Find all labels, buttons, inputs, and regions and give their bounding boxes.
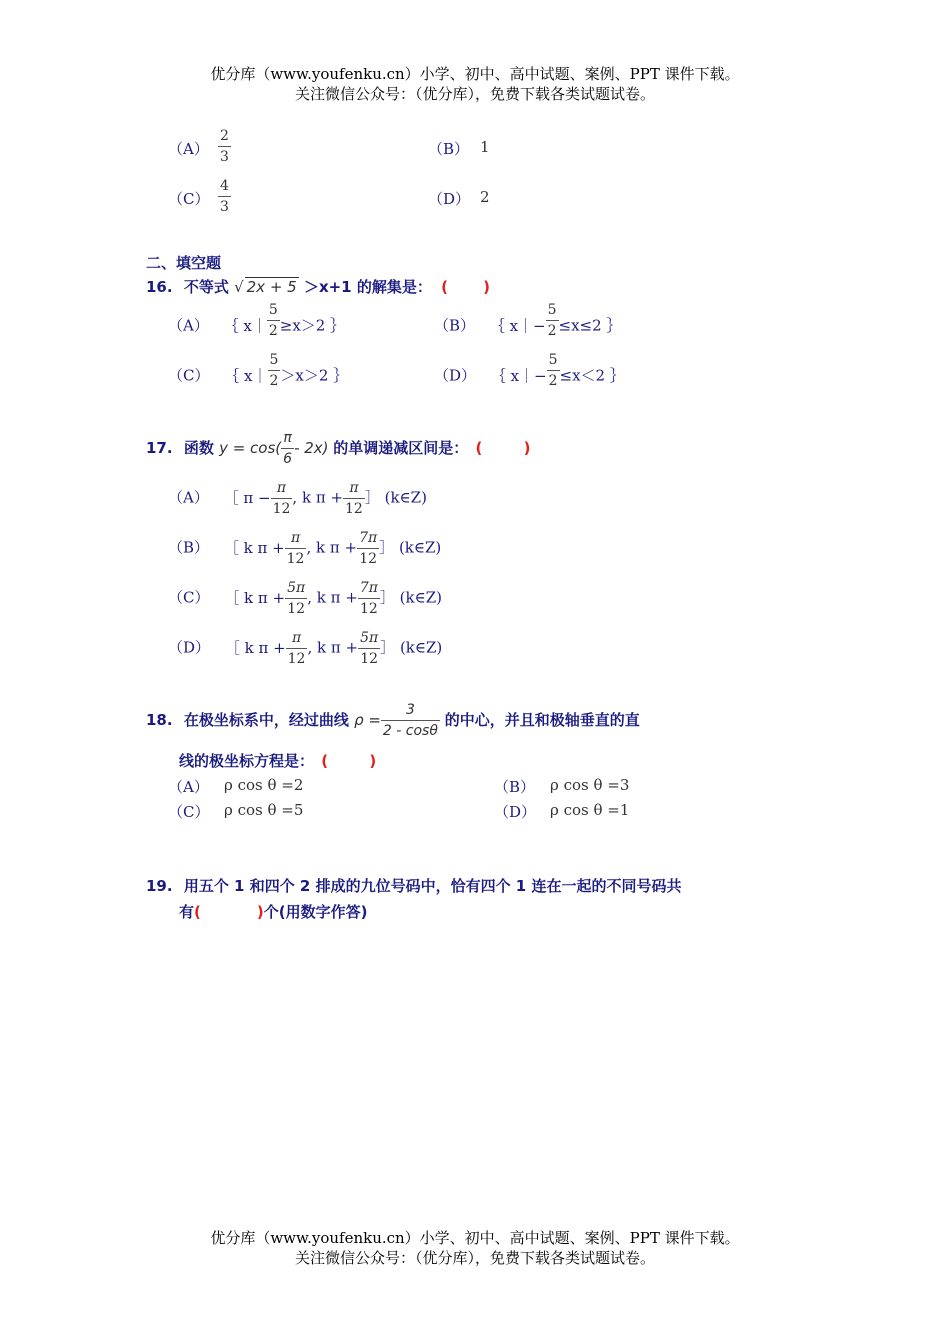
q18-curve: ρ = $\frac{3}{2 - \cos\theta}$	[354, 702, 438, 739]
q18-stem	[146, 700, 640, 741]
q15-option-b-label: （B）	[428, 140, 470, 158]
header-line-1: 优分库（www.youfenku.cn）小学、初中、高中试题、案例、PPT 课件下载。	[210, 65, 740, 83]
q18-stem-after: 的中心，并且和极轴垂直的直	[444, 711, 640, 729]
q18-option-d-label: （D）	[494, 803, 537, 821]
q16-stem: 16. 不等式 √ 2x + 5 ＞x+1 的解集是： ( )	[146, 278, 491, 296]
q15-option-a-label: （A）	[168, 140, 209, 158]
q18-option-a-label: （A）	[168, 778, 209, 796]
q18-option-c-value: ρ cos θ =5	[224, 801, 304, 819]
q19-number: 19.	[146, 877, 173, 895]
section-title: 二、填空题	[146, 254, 222, 272]
q17-blank-open: (	[475, 439, 483, 457]
q16-number: 16.	[146, 278, 173, 296]
q19-line-1: 19. 用五个 1 和四个 2 排成的九位号码中，恰有四个 1 连在一起的不同号码共	[146, 877, 682, 895]
q16-option-b: （B） ｛ x｜− $\frac{5}{2}$ ≤x≤2 ｝	[434, 302, 622, 339]
q15-option-c-label: （C）	[168, 190, 210, 208]
q16-sqrt-expr: 2x + 5	[246, 278, 297, 296]
q17-stem	[146, 428, 531, 469]
q18-option-c-label: （C）	[168, 803, 210, 821]
q18-number: 18.	[146, 711, 173, 729]
q17-stem-after: 的单调递减区间是：	[333, 439, 469, 457]
q16-option-a: （A） ｛ x｜ $\frac{5}{2}$ ≥x＞2 ｝	[168, 302, 346, 339]
q17-function: y = cos( $\frac{\pi}{6}$ - 2x)	[219, 430, 329, 467]
q19-blank-close: )	[256, 903, 264, 921]
q18-line-2: 线的极坐标方程是： ( )	[179, 752, 377, 770]
q17-option-b: （B） ［ k π + $\frac{\pi}{12}$ , k π + $\frac{7\pi}{12}$ ］ (k∈Z)	[168, 530, 442, 567]
q19-line-2: 有( )个(用数字作答)	[179, 903, 368, 921]
q15-option-a-value: $\frac{2}{3}$	[220, 128, 229, 165]
q16-option-d: （D） ｛ x｜− $\frac{5}{2}$ ≤x＜2 ｝	[434, 352, 625, 389]
q15-option-d-value: 2	[480, 188, 490, 206]
q18-blank-close: )	[369, 752, 377, 770]
header-line-2: 关注微信公众号：（优分库），免费下载各类试题试卷。	[294, 85, 655, 103]
q18-option-b-label: （B）	[494, 778, 536, 796]
q16-blank-close: )	[483, 278, 491, 296]
q17-blank-close: )	[523, 439, 531, 457]
q17-option-c: （C） ［ k π + $\frac{5\pi}{12}$ , k π + $\frac{7\pi}{12}$ ］ (k∈Z)	[168, 580, 442, 617]
q19-blank-open: (	[194, 903, 201, 921]
q17-number: 17.	[146, 439, 173, 457]
footer-line-2: 关注微信公众号：（优分库），免费下载各类试题试卷。	[294, 1249, 655, 1267]
q16-option-c: （C） ｛ x｜ $\frac{5}{2}$ ＞x＞2 ｝	[168, 352, 349, 389]
q17-option-a: （A） ［ π − $\frac{\pi}{12}$ , k π + $\frac{\pi}{12}$ ］ (k∈Z)	[168, 480, 427, 517]
q18-option-b-value: ρ cos θ =3	[550, 776, 630, 794]
q17-stem-text: 函数	[183, 439, 214, 457]
q15-option-d-label: （D）	[428, 190, 471, 208]
q16-stem-text: 不等式	[183, 278, 229, 296]
q16-blank-open: (	[441, 278, 448, 296]
q18-option-a-value: ρ cos θ =2	[224, 776, 304, 794]
q15-option-b-value: 1	[480, 138, 490, 156]
q15-option-c-value: $\frac{4}{3}$	[220, 178, 229, 215]
q18-stem-text: 在极坐标系中，经过曲线	[183, 711, 349, 729]
q18-blank-open: (	[321, 752, 329, 770]
q18-option-d-value: ρ cos θ =1	[550, 801, 630, 819]
q17-option-d: （D） ［ k π + $\frac{\pi}{12}$ , k π + $\frac{5\pi}{12}$ ］ (k∈Z)	[168, 630, 443, 667]
q16-stem-after: ＞x+1 的解集是：	[303, 278, 432, 296]
footer-line-1: 优分库（www.youfenku.cn）小学、初中、高中试题、案例、PPT 课件下载。	[210, 1229, 740, 1247]
